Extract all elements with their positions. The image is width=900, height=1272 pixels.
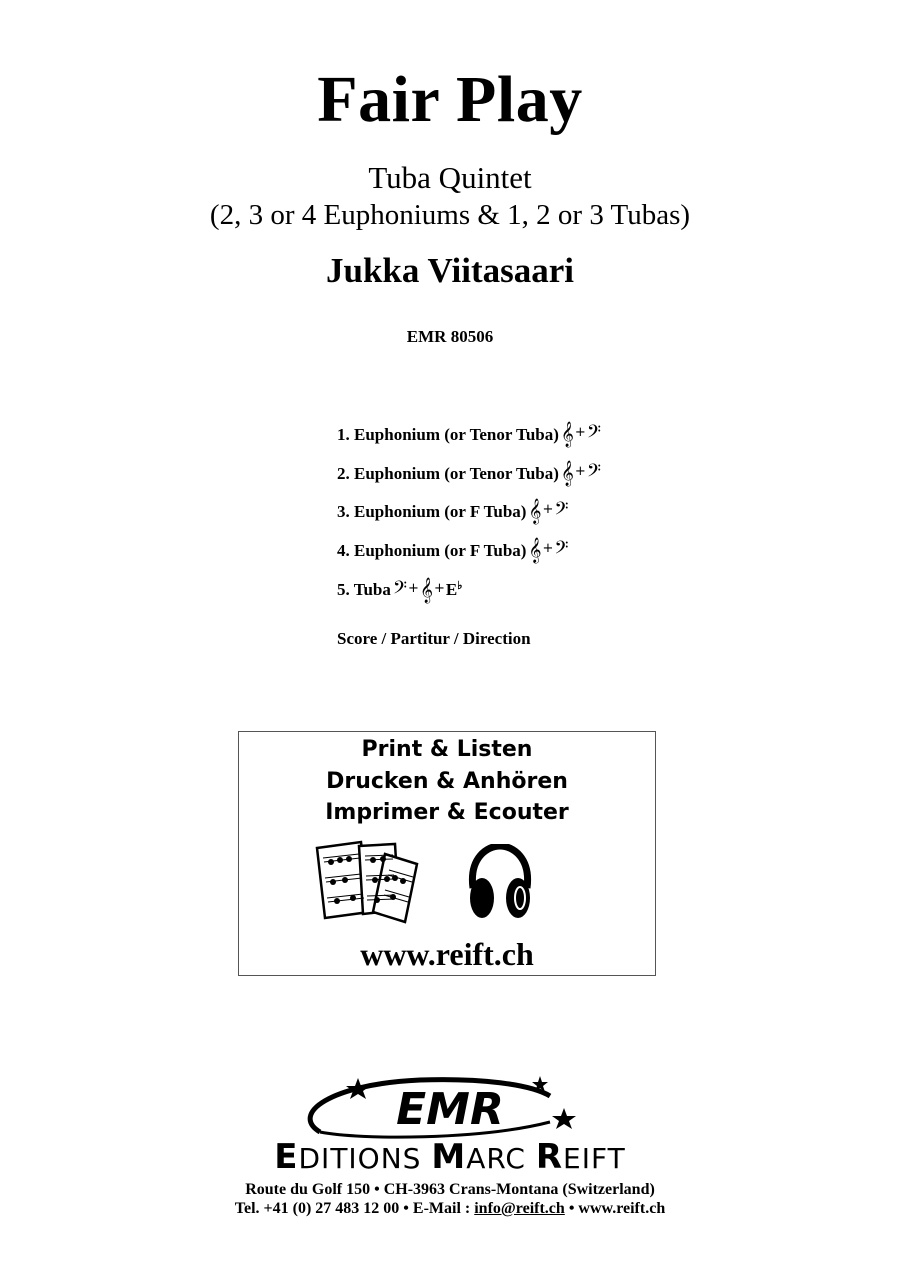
- parts-list: [337, 424, 601, 617]
- part-label: 3. Euphonium (or F Tuba): [337, 502, 527, 522]
- part-item: [337, 540, 601, 579]
- part-label: 1. Euphonium (or Tenor Tuba): [337, 425, 559, 444]
- publisher-name: EDITIONS MARC REIFT: [274, 1137, 626, 1177]
- clef-icons: 𝄞 + 𝄢: [560, 422, 601, 447]
- part-item: [337, 424, 601, 463]
- clef-icons: 𝄢 + 𝄞 + E♭: [392, 577, 463, 603]
- bass-clef-icon: 𝄢: [554, 538, 569, 564]
- email-link[interactable]: info@reift.ch: [474, 1200, 565, 1217]
- treble-clef-icon: 𝄞: [419, 577, 433, 603]
- clef-icons: 𝄞 + 𝄢: [560, 460, 601, 486]
- instrumentation: (2, 3 or 4 Euphoniums & 1, 2 or 3 Tubas): [209, 199, 691, 231]
- composer-name: Jukka Viitasaari: [326, 251, 574, 290]
- treble-clef-icon: 𝄞: [560, 422, 574, 447]
- publisher-address: Route du Golf 150 • CH-3963 Crans-Montana (Switzerland): [245, 1181, 655, 1198]
- bass-clef-icon: 𝄢: [586, 422, 601, 447]
- treble-clef-icon: 𝄞: [528, 499, 542, 525]
- publisher-contact: Tel. +41 (0) 27 483 12 00 • E-Mail : info@reift.ch • www.reift.ch: [234, 1200, 666, 1217]
- subtitle: Tuba Quintet: [368, 160, 532, 195]
- bass-clef-icon: 𝄢: [554, 499, 569, 525]
- part-item: [337, 460, 601, 502]
- part-label: 5. Tuba: [337, 579, 391, 599]
- catalog-number: EMR 80506: [406, 327, 494, 346]
- promo-line-fr: Imprimer & Ecouter: [325, 800, 569, 825]
- emr-logo: [300, 1074, 600, 1144]
- promo-line-en: Print & Listen: [361, 737, 533, 762]
- part-item: [337, 579, 601, 618]
- part-item: [337, 501, 601, 540]
- bass-clef-icon: 𝄢: [392, 577, 408, 603]
- part-label: 2. Euphonium (or Tenor Tuba): [337, 463, 559, 483]
- logo-text: EMR: [396, 1084, 504, 1135]
- treble-clef-icon: 𝄞: [560, 460, 574, 486]
- clef-icons: 𝄞 + 𝄢: [528, 499, 569, 525]
- e-flat-icon: E♭: [445, 579, 463, 599]
- promo-line-de: Drucken & Anhören: [326, 769, 568, 794]
- web-link[interactable]: • www.reift.ch: [564, 1200, 666, 1217]
- page-title: Fair Play: [317, 63, 583, 136]
- bass-clef-icon: 𝄢: [586, 460, 601, 486]
- promo-url[interactable]: www.reift.ch: [360, 936, 534, 972]
- print-listen-box[interactable]: [238, 731, 656, 976]
- score-label: Score / Partitur / Direction: [337, 629, 531, 648]
- sheet-music-icon: [313, 840, 425, 924]
- treble-clef-icon: 𝄞: [528, 538, 542, 564]
- part-label: 4. Euphonium (or F Tuba): [337, 541, 527, 561]
- clef-icons: 𝄞 + 𝄢: [528, 538, 569, 564]
- headphones-icon: [465, 844, 535, 920]
